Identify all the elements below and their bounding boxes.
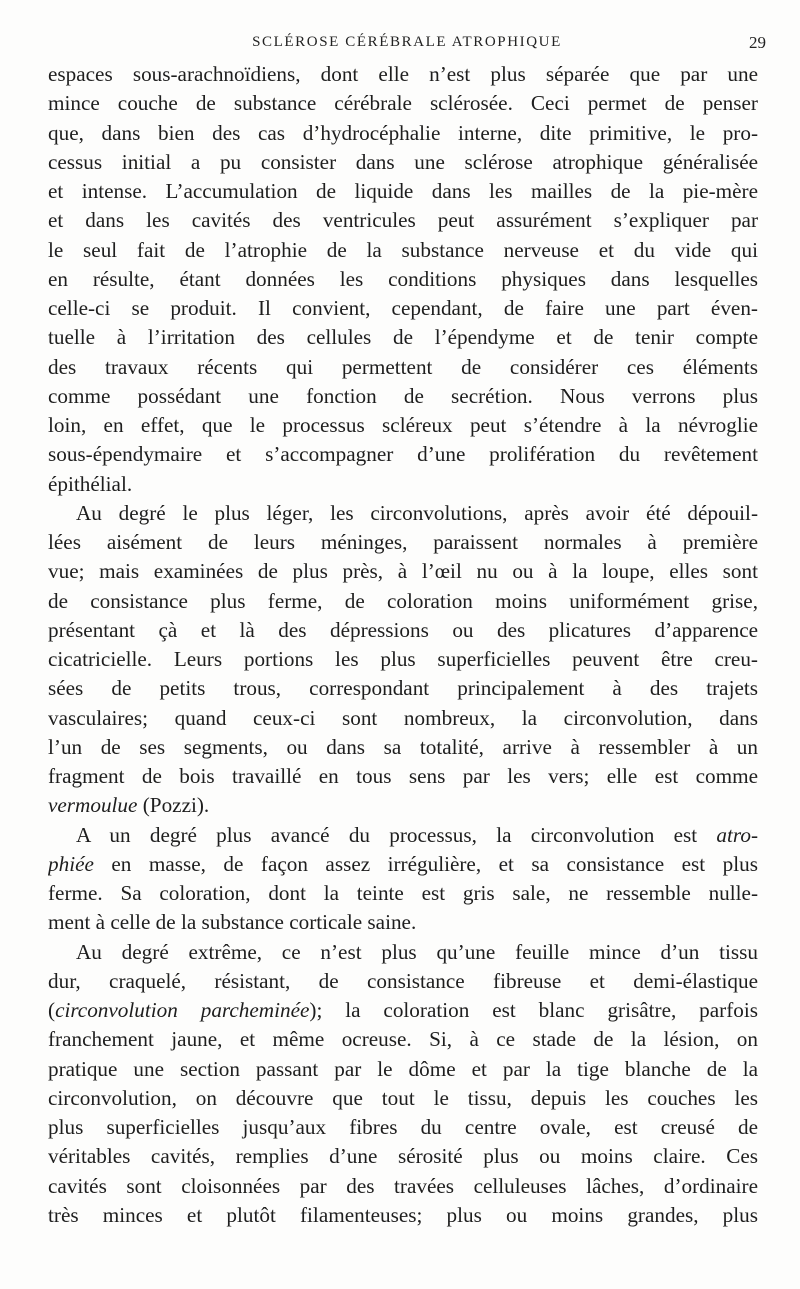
text-line: vue; mais examinées de plus près, à l’œil nu ou à la loupe, elles sont: [48, 559, 758, 584]
text-line: que, dans bien des cas d’hydrocéphalie interne, dite primitive, le pro-: [48, 120, 758, 145]
text-line: plus superficielles jusqu’aux fibres du centre ovale, est creusé de: [48, 1115, 758, 1139]
text-line: [48, 996, 758, 1025]
text-line: comme possédant une fonction de secrétion. Nous verrons plus: [48, 383, 758, 408]
text-line: loin, en effet, que le processus scléreux peut s’étendre à la névroglie: [48, 413, 758, 437]
text-line: des travaux récents qui permettent de considérer ces éléments: [48, 354, 758, 379]
body-text: [48, 60, 758, 1230]
text-line: et intense. L’accumulation de liquide dans les mailles de la pie-mère: [48, 179, 758, 203]
text-line: cicatricielle. Leurs portions les plus superficielles peuvent être creu-: [48, 647, 758, 671]
italic-term: circonvolution parcheminée: [55, 998, 310, 1022]
text-line: le seul fait de l’atrophie de la substance nerveuse et du vide qui: [48, 237, 758, 262]
text-line: sous-épendymaire et s’accompagner d’une prolifération du revêtement: [48, 442, 758, 467]
page-number: 29: [749, 33, 766, 52]
paragraph-2: [48, 499, 758, 821]
italic-term: vermoulue: [48, 793, 138, 818]
text-line: présentant çà et là des dépressions ou des plicatures d’apparence: [48, 617, 758, 642]
text-line: ment à celle de la substance corticale saine.: [48, 910, 417, 935]
text-line: mince couche de substance cérébrale sclérosée. Ceci permet de penser: [48, 91, 758, 116]
text-run: en masse, de façon assez irrégulière, et sa consistance est plus: [93, 851, 758, 876]
text-line: épithélial.: [48, 471, 133, 496]
text-line: circonvolution, on découvre que tout le tissu, depuis les couches les: [48, 1085, 758, 1110]
text-line: [48, 791, 758, 820]
text-line: [48, 821, 758, 850]
italic-term: atro-: [716, 822, 758, 847]
paragraph-4: [48, 938, 758, 1231]
page-header: [48, 30, 766, 56]
text-line: cavités sont cloisonnées par des travées celluleuses lâches, d’ordinaire: [48, 1173, 758, 1198]
paragraph-3: [48, 821, 758, 938]
text-line: et dans les cavités des ventricules peut assurément s’expliquer par: [48, 208, 758, 233]
text-line: Au degré extrême, ce n’est plus qu’une feuille mince d’un tissu: [76, 939, 758, 964]
text-line: lées aisément de leurs méninges, paraissent normales à première: [48, 530, 758, 554]
text-line: ferme. Sa coloration, dont la teinte est gris sale, ne ressemble nulle-: [48, 881, 758, 905]
text-line: Au degré le plus léger, les circonvolutions, après avoir été dépouil-: [76, 500, 758, 525]
text-line: en résulte, étant données les conditions physiques dans lesquelles: [48, 266, 758, 291]
text-line: fragment de bois travaillé en tous sens par les vers; elle est comme: [48, 764, 758, 788]
text-line: franchement jaune, et même ocreuse. Si, à ce stade de la lésion, on: [48, 1027, 758, 1052]
text-line: cessus initial a pu consister dans une sclérose atrophique généralisée: [48, 149, 758, 174]
running-title: SCLÉROSE CÉRÉBRALE ATROPHIQUE: [252, 34, 562, 50]
text-run: ); la coloration est blanc grisâtre, parfois: [309, 998, 758, 1022]
text-line: [48, 850, 758, 879]
text-run: (Pozzi).: [137, 793, 210, 818]
text-line: vasculaires; quand ceux-ci sont nombreux, la circonvolution, dans: [48, 705, 758, 730]
text-line: tuelle à l’irritation des cellules de l’épendyme et de tenir compte: [48, 325, 758, 350]
text-line: celle-ci se produit. Il convient, cependant, de faire une part éven-: [48, 296, 758, 320]
text-line: sées de petits trous, correspondant principalement à des trajets: [48, 676, 758, 701]
text-line: dur, craquelé, résistant, de consistance fibreuse et demi-élastique: [48, 968, 758, 993]
text-line: très minces et plutôt filamenteuses; plus ou moins grandes, plus: [48, 1202, 758, 1227]
text-line: véritables cavités, remplies d’une sérosité plus ou moins claire. Ces: [48, 1144, 758, 1169]
text-run: (: [48, 998, 56, 1022]
paragraph-1: [48, 60, 758, 499]
text-line: pratique une section passant par le dôme et par la tige blanche de la: [48, 1056, 758, 1081]
text-line: l’un de ses segments, ou dans sa totalité, arrive à ressembler à un: [48, 734, 758, 759]
text-run: A un degré plus avancé du processus, la circonvolution est: [76, 822, 717, 847]
italic-term: phiée: [48, 851, 94, 876]
text-line: de consistance plus ferme, de coloration moins uniformément grise,: [48, 588, 758, 613]
text-line: espaces sous-arachnoïdiens, dont elle n’est plus séparée que par une: [48, 62, 758, 86]
